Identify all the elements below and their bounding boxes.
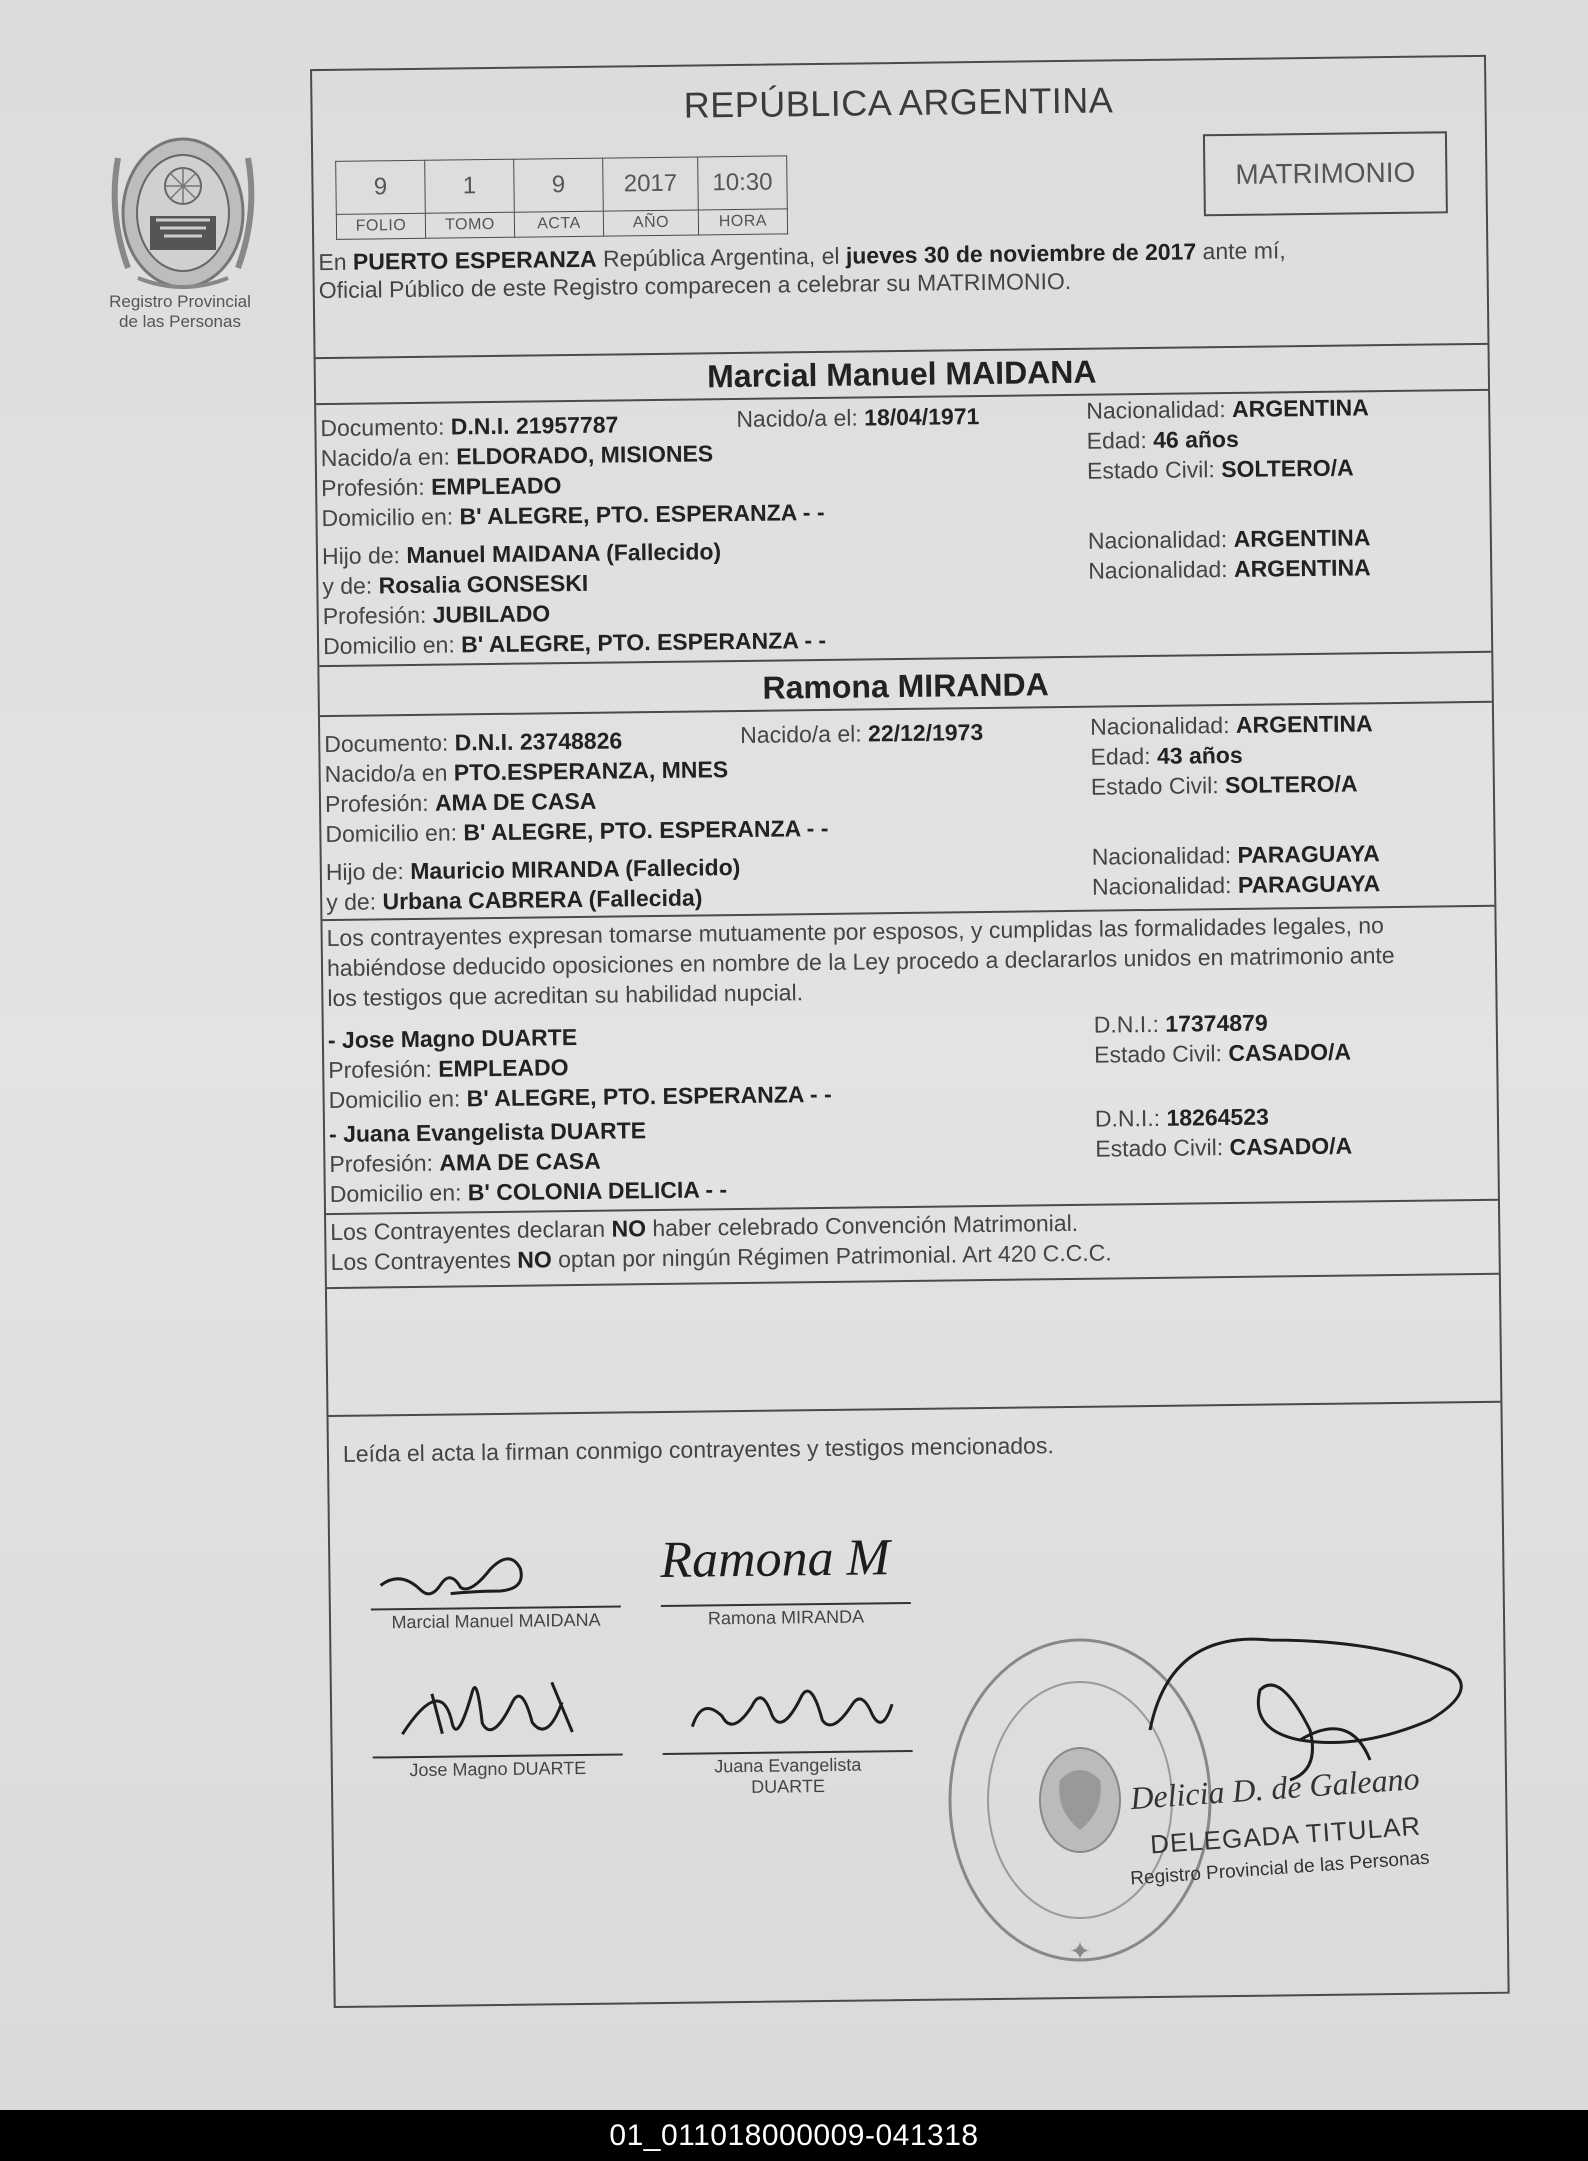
official-title: DELEGADA TITULAR — [1149, 1810, 1422, 1860]
spouse1-name: Marcial Manuel MAIDANA — [706, 353, 1097, 395]
spouse1-father-nationality: Nacionalidad: ARGENTINA — [1087, 524, 1371, 554]
year-label: AÑO — [603, 210, 698, 236]
acta-label: ACTA — [514, 211, 603, 237]
spouse2-mother-nationality: Nacionalidad: PARAGUAYA — [1091, 870, 1381, 900]
spouse1-age: Edad: 46 años — [1086, 425, 1239, 454]
spouse2-mother: y de: Urbana CABRERA (Fallecida) — [326, 884, 703, 916]
signature-caption-2: Ramona MIRANDA — [707, 1606, 865, 1629]
time-value: 10:30 — [698, 156, 788, 210]
signature-caption-4: Juana Evangelista DUARTE — [714, 1754, 862, 1797]
document-type-box: MATRIMONIO — [1203, 131, 1448, 216]
spouse1-mother: y de: Rosalia GONSESKI — [322, 569, 589, 600]
regime-statement: Los Contrayentes NO optan por ningún Régimen Patrimonial. Art 420 C.C.C. — [330, 1239, 1112, 1276]
spouse1-parent-profession: Profesión: JUBILADO — [322, 600, 551, 630]
spouse2-father-nationality: Nacionalidad: PARAGUAYA — [1091, 840, 1380, 870]
witness1-name: - Jose Magno DUARTE — [327, 1023, 578, 1054]
signature-caption-1: Marcial Manuel MAIDANA — [391, 1609, 601, 1633]
spouse1-nationality: Nacionalidad: ARGENTINA — [1086, 394, 1369, 424]
spouse1-document: Documento: D.N.I. 21957787 — [320, 411, 619, 442]
folio-label: FOLIO — [336, 213, 425, 239]
witness2-profession: Profesión: AMA DE CASA — [329, 1147, 601, 1178]
spouse1-birthplace: Nacido/a en: ELDORADO, MISIONES — [320, 440, 714, 472]
signature-juana-duarte — [662, 1664, 913, 1747]
spouse1-address: Domicilio en: B' ALEGRE, PTO. ESPERANZA - - — [321, 498, 825, 532]
spouse1-birthdate: Nacido/a el: 18/04/1971 — [736, 403, 980, 433]
witness1-civil-status: Estado Civil: CASADO/A — [1093, 1038, 1352, 1068]
spouse2-birthplace: Nacido/a en PTO.ESPERANZA, MNES — [324, 756, 729, 788]
convention-statement: Los Contrayentes declaran NO haber celebrado Convención Matrimonial. — [330, 1209, 1079, 1246]
svg-text:✦: ✦ — [1069, 1936, 1091, 1966]
witness2-dni: D.N.I.: 18264523 — [1094, 1103, 1269, 1132]
spouse1-profession: Profesión: EMPLEADO — [321, 472, 562, 502]
intro-line-2: Oficial Público de este Registro comparecen a celebrar su MATRIMONIO. — [318, 267, 1072, 304]
time-label: HORA — [698, 209, 787, 235]
spouse1-mother-nationality: Nacionalidad: ARGENTINA — [1088, 554, 1371, 584]
spouse2-profession: Profesión: AMA DE CASA — [324, 787, 597, 818]
document-id-footer: 01_011018000009-041318 — [0, 2110, 1588, 2161]
record-grid — [335, 155, 788, 240]
spouse2-father: Hijo de: Mauricio MIRANDA (Fallecido) — [325, 853, 741, 886]
spouse2-nationality: Nacionalidad: ARGENTINA — [1089, 710, 1373, 740]
signature-caption-3: Jose Magno DUARTE — [409, 1757, 587, 1781]
spouse2-address: Domicilio en: B' ALEGRE, PTO. ESPERANZA - - — [325, 814, 829, 848]
witness1-profession: Profesión: EMPLEADO — [328, 1054, 569, 1084]
signature-miranda: Ramona M — [659, 1529, 891, 1590]
intro-line-1: En PUERTO ESPERANZA República Argentina, el jueves 30 de noviembre de 2017 ante mí, — [318, 237, 1286, 276]
acta-value: 9 — [514, 158, 604, 212]
tomo-label: TOMO — [425, 212, 514, 238]
seal-caption: Registro Provincial de las Personas — [109, 292, 251, 331]
declaration-text: Los contrayentes expresan tomarse mutuamente por esposos, y cumplidas las formalidades legales, no habiéndose deducido oposiciones en nombre de la Ley procedo a declararlos unidos en matrimonio ante los testigos que acreditan su habilidad nupcial. — [326, 912, 1395, 1012]
spouse1-parent-address: Domicilio en: B' ALEGRE, PTO. ESPERANZA - - — [322, 626, 827, 660]
witness2-address: Domicilio en: B' COLONIA DELICIA - - — [329, 1176, 728, 1208]
signature-maidana — [360, 1528, 601, 1611]
page-title: REPÚBLICA ARGENTINA — [683, 79, 1114, 126]
witness2-name: - Juana Evangelista DUARTE — [328, 1117, 647, 1148]
spouse2-document: Documento: D.N.I. 23748826 — [324, 727, 623, 758]
witness1-address: Domicilio en: B' ALEGRE, PTO. ESPERANZA - - — [328, 1080, 832, 1114]
spouse2-name: Ramona MIRANDA — [762, 666, 1049, 706]
year-value: 2017 — [603, 157, 699, 211]
witness2-civil-status: Estado Civil: CASADO/A — [1095, 1132, 1353, 1162]
closing-text: Leída el acta la firman conmigo contrayentes y testigos mencionados. — [342, 1432, 1054, 1467]
spouse1-father: Hijo de: Manuel MAIDANA (Fallecido) — [321, 538, 722, 570]
spouse2-age: Edad: 43 años — [1090, 741, 1243, 770]
spouse2-birthdate: Nacido/a el: 22/12/1973 — [740, 719, 984, 748]
witness1-dni: D.N.I.: 17374879 — [1093, 1009, 1268, 1038]
official-name: Delicia D. de Galeano — [1129, 1759, 1421, 1817]
spouse2-civil-status: Estado Civil: SOLTERO/A — [1090, 770, 1358, 800]
signature-jose-duarte — [372, 1662, 613, 1755]
tomo-value: 1 — [425, 159, 515, 213]
spouse1-civil-status: Estado Civil: SOLTERO/A — [1086, 454, 1354, 484]
official-org: Registro Provincial de las Personas — [1129, 1847, 1431, 1890]
folio-value: 9 — [336, 160, 426, 214]
provincial-seal-icon — [98, 128, 268, 298]
